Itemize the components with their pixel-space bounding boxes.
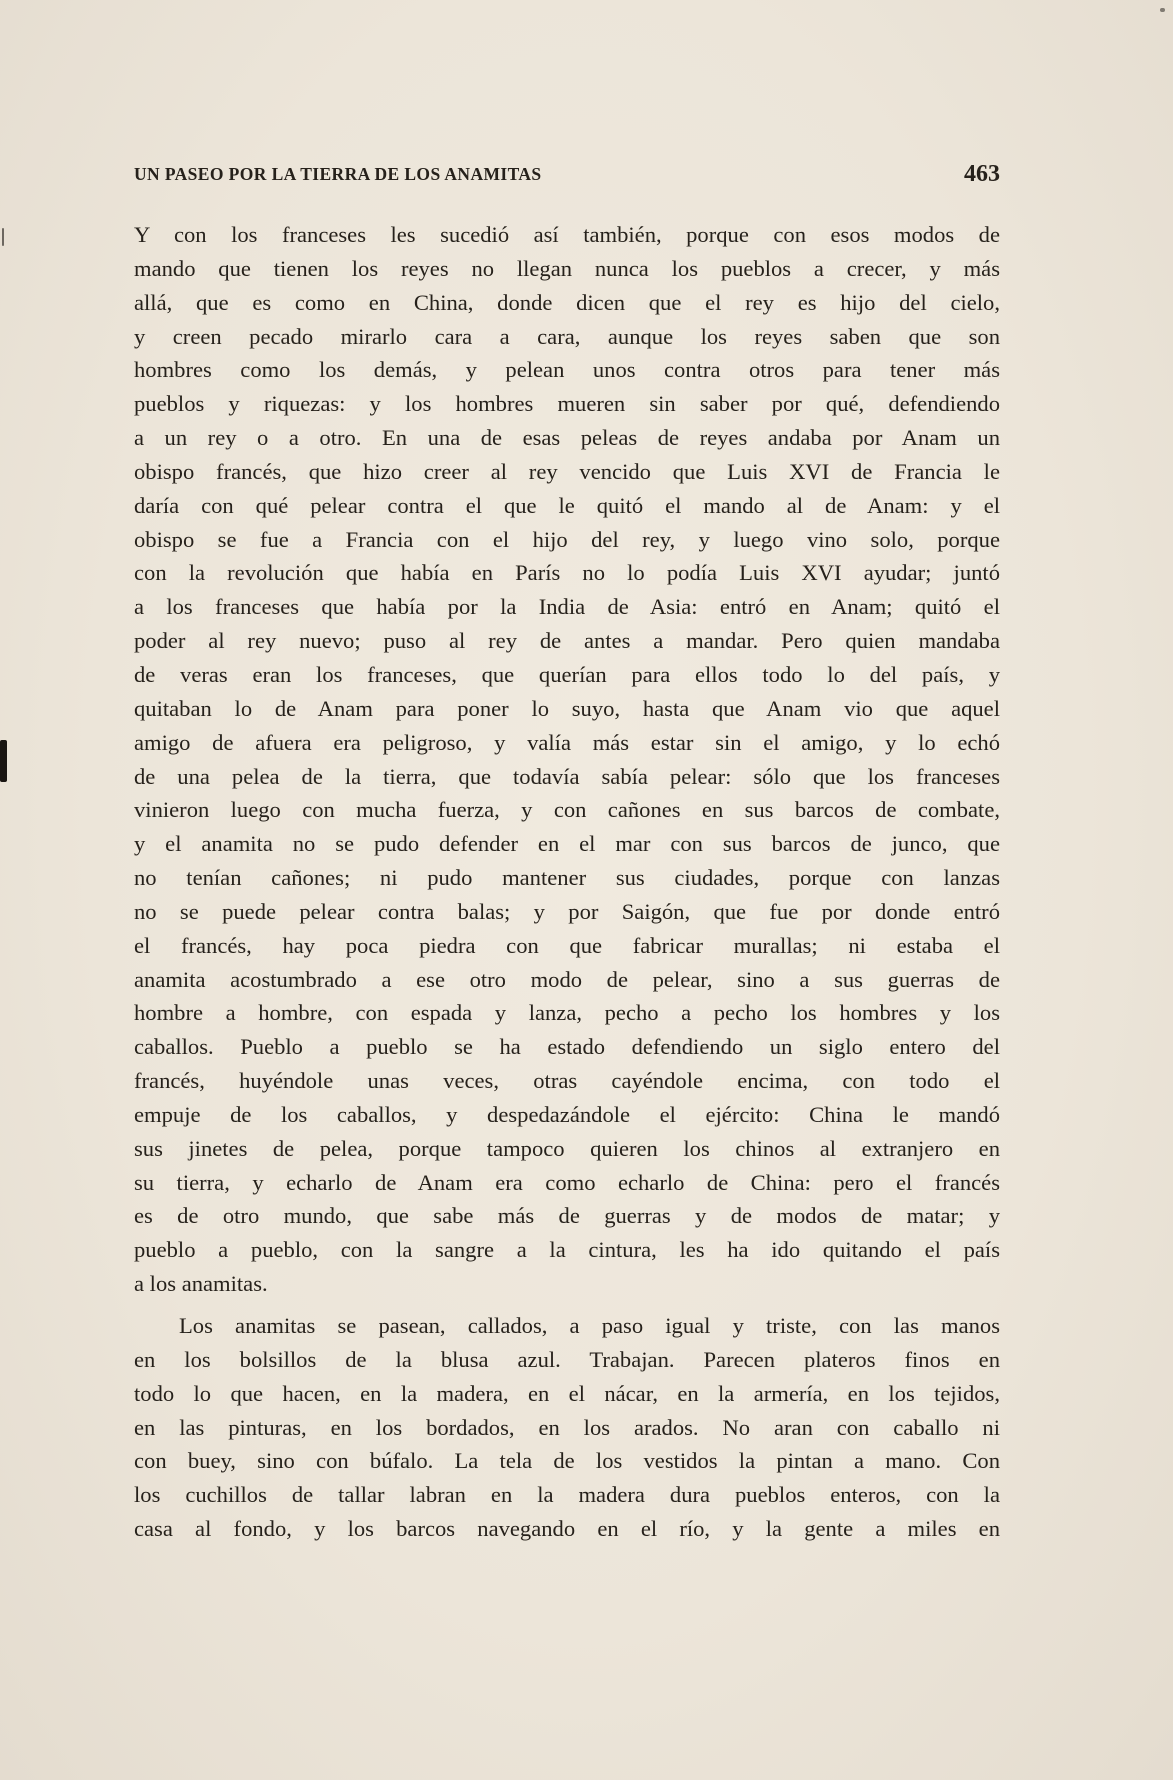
text-line: obispo se fue a Francia con el hijo del rey, y luego vino solo, porque [134, 526, 1000, 552]
text-line: Y con los franceses les sucedió así también, porque con esos modos de [134, 222, 1000, 247]
page-number: 463 [964, 161, 1000, 187]
text-line: y creen pecado mirarlo cara a cara, aunque los reyes saben que son [134, 323, 1000, 349]
text-line: a los anamitas. [134, 1271, 268, 1297]
text-line: con buey, sino con búfalo. La tela de los vestidos la pintan a mano. Con [134, 1448, 1000, 1474]
text-line: mando que tienen los reyes no llegan nunca los pueblos a crecer, y más [134, 255, 1000, 281]
text-line: pueblos y riquezas: y los hombres mueren sin saber por qué, defendiendo [134, 391, 1000, 417]
text-line: a un rey o a otro. En una de esas peleas de reyes andaba por Anam un [134, 425, 1000, 451]
text-line: y el anamita no se pudo defender en el mar con sus barcos de junco, que [134, 831, 1000, 857]
text-line: francés, huyéndole unas veces, otras cayéndole encima, con todo el [134, 1068, 1000, 1094]
text-line: no se puede pelear contra balas; y por Saigón, que fue por donde entró [134, 898, 1000, 924]
text-line: caballos. Pueblo a pueblo se ha estado defendiendo un siglo entero del [134, 1034, 1000, 1060]
paragraph [134, 1309, 1000, 1546]
text-line: en los bolsillos de la blusa azul. Trabajan. Parecen plateros finos en [134, 1346, 1000, 1372]
text-line: casa al fondo, y los barcos navegando en el río, y la gente a miles en [134, 1516, 1000, 1542]
margin-mark [1160, 8, 1165, 12]
margin-mark [0, 740, 7, 782]
text-line: los cuchillos de tallar labran en la madera dura pueblos enteros, con la [134, 1482, 1000, 1508]
text-line: obispo francés, que hizo creer al rey vencido que Luis XVI de Francia le [134, 458, 1000, 484]
text-line: es de otro mundo, que sabe más de guerras y de modos de matar; y [134, 1203, 1000, 1229]
text-line: poder al rey nuevo; puso al rey de antes a mandar. Pero quien mandaba [134, 628, 1000, 654]
text-line: empuje de los caballos, y despedazándole el ejército: China le mandó [134, 1101, 1000, 1127]
text-line: no tenían cañones; ni pudo mantener sus ciudades, porque con lanzas [134, 865, 1000, 891]
paragraph [134, 218, 1000, 1301]
text-line: su tierra, y echarlo de Anam era como echarlo de China: pero el francés [134, 1169, 1000, 1195]
text-line: hombres como los demás, y pelean unos contra otros para tener más [134, 357, 1000, 383]
running-head [134, 161, 1000, 187]
text-line: de una pelea de la tierra, que todavía sabía pelear: sólo que los franceses [134, 763, 1000, 789]
text-line: quitaban lo de Anam para poner lo suyo, hasta que Anam vio que aquel [134, 695, 1000, 721]
text-line: el francés, hay poca piedra con que fabricar murallas; ni estaba el [134, 932, 1000, 958]
text-line: todo lo que hacen, en la madera, en el nácar, en la armería, en los tejidos, [134, 1380, 1000, 1406]
text-line: Los anamitas se pasean, callados, a paso igual y triste, con las manos [179, 1313, 1000, 1338]
text-line: allá, que es como en China, donde dicen que el rey es hijo del cielo, [134, 289, 1000, 315]
text-line: sus jinetes de pelea, porque tampoco quieren los chinos al extranjero en [134, 1135, 1000, 1161]
body-text [134, 218, 1000, 1546]
running-title: UN PASEO POR LA TIERRA DE LOS ANAMITAS [134, 164, 542, 184]
text-line: anamita acostumbrado a ese otro modo de pelear, sino a sus guerras de [134, 966, 1000, 992]
text-line: daría con qué pelear contra el que le quitó el mando al de Anam: y el [134, 492, 1000, 518]
margin-mark [2, 228, 4, 246]
text-line: amigo de afuera era peligroso, y valía más estar sin el amigo, y lo echó [134, 729, 1000, 755]
paragraph-gap [134, 1301, 1000, 1309]
text-line: con la revolución que había en París no lo podía Luis XVI ayudar; juntó [134, 560, 1000, 586]
text-line: hombre a hombre, con espada y lanza, pecho a pecho los hombres y los [134, 1000, 1000, 1026]
text-line: en las pinturas, en los bordados, en los arados. No aran con caballo ni [134, 1414, 1000, 1440]
text-line: vinieron luego con mucha fuerza, y con cañones en sus barcos de combate, [134, 797, 1000, 823]
text-line: a los franceses que había por la India de Asia: entró en Anam; quitó el [134, 594, 1000, 620]
text-line: de veras eran los franceses, que querían para ellos todo lo del país, y [134, 661, 1000, 687]
text-line: pueblo a pueblo, con la sangre a la cintura, les ha ido quitando el país [134, 1237, 1000, 1263]
